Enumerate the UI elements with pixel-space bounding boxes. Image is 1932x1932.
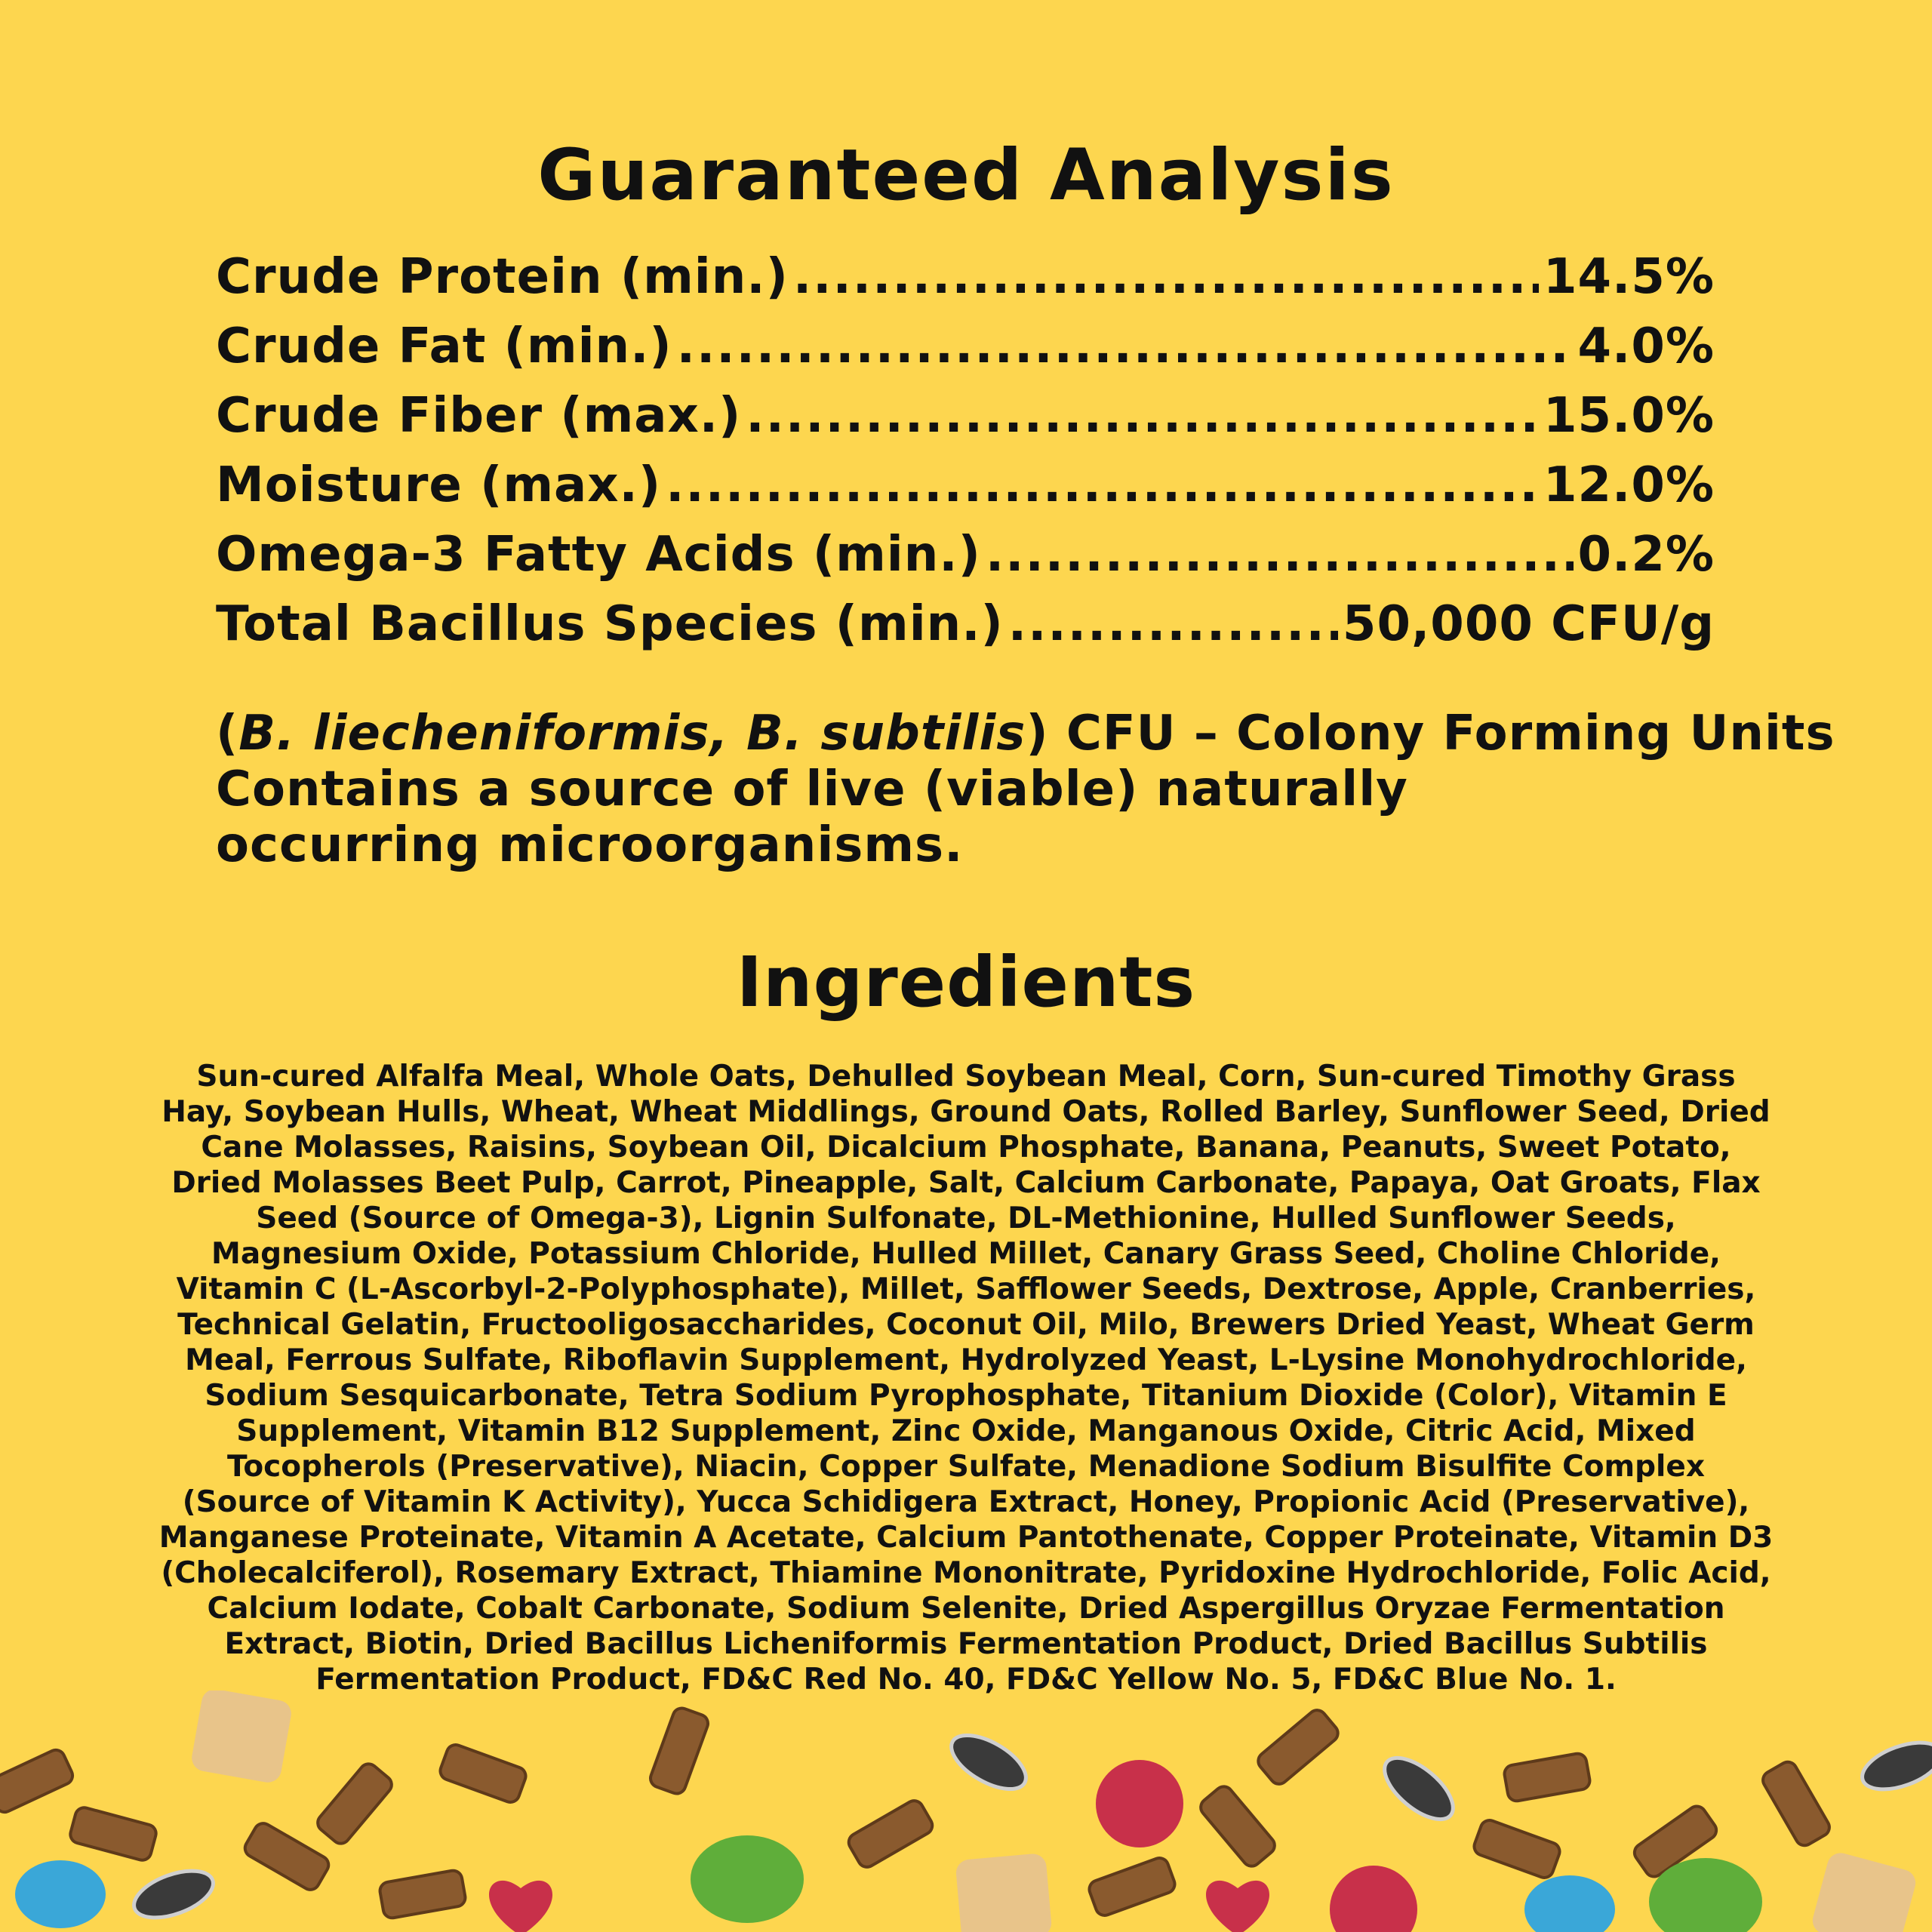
analysis-row-omega-3 [216, 527, 1715, 596]
footnote-line-3: occurring microorganisms. [216, 817, 964, 873]
footnote-cfu-definition: ) CFU – Colony Forming Units [1026, 706, 1835, 761]
pellet-icon [845, 1798, 935, 1871]
sunflower-seed-icon [1856, 1734, 1932, 1798]
analysis-value: 0.2% [1577, 527, 1715, 583]
pellet-icon [1254, 1706, 1341, 1787]
analysis-label: Moisture (max.) [216, 457, 662, 513]
analysis-row-crude-fiber [216, 388, 1715, 457]
fruit-chunk-icon [1810, 1850, 1918, 1932]
heart-treat-icon [489, 1881, 552, 1932]
analysis-label: Total Bacillus Species (min.) [216, 596, 1004, 652]
dot-leader [677, 318, 1574, 374]
analysis-row-bacillus [216, 596, 1715, 666]
round-treat-icon [15, 1860, 106, 1928]
dot-leader [666, 457, 1539, 513]
sunflower-seed-icon [943, 1724, 1034, 1800]
footnote-species: B. liecheniformis, B. subtilis [238, 706, 1026, 761]
analysis-value: 50,000 CFU/g [1342, 596, 1715, 652]
analysis-value: 15.0% [1543, 388, 1715, 444]
analysis-value: 14.5% [1543, 249, 1715, 305]
ingredients-title: Ingredients [736, 942, 1196, 1023]
analysis-row-moisture [216, 457, 1715, 527]
analysis-row-crude-fat [216, 318, 1715, 388]
round-treat-icon [1330, 1866, 1417, 1932]
analysis-value: 4.0% [1577, 318, 1715, 374]
guaranteed-analysis-table [216, 249, 1715, 666]
fruit-chunk-icon [955, 1853, 1052, 1932]
sunflower-seed-icon [128, 1862, 219, 1927]
pellet-icon [1472, 1818, 1562, 1881]
dot-leader [793, 249, 1539, 305]
pellet-icon [1087, 1856, 1177, 1918]
fruit-chunk-icon [189, 1690, 293, 1785]
guaranteed-analysis-title: Guaranteed Analysis [537, 134, 1395, 217]
food-decoration-strip [0, 1690, 1932, 1932]
ingredients-list: Sun-cured Alfalfa Meal, Whole Oats, Dehulled Soybean Meal, Corn, Sun-cured Timothy Grass Hay, Soybean Hulls, Wheat, Wheat Middlings, Ground Oats, Rolled Barley, Sunflower Seed, Dried Cane Molasses, Raisins, Soybean Oil, Dicalcium Phosphate, Banana, Peanuts, Sweet Potato, Dried Molasses Beet Pulp, Carrot, Pineapple, Salt, Calcium Carbonate, Papaya, Oat Groats, Flax Seed (Source of Omega-3), Lignin Sulfonate, DL-Methionine, Hulled Sunflower Seeds, Magnesium Oxide, Potassium Chloride, Hulled Millet, Canary Grass Seed, Choline Chloride, Vitamin C (L-Ascorbyl-2-Polyphosphate), Millet, Safflower Seeds, Dextrose, Apple, Cranberries, Technical Gelatin, Fructooligosaccharides, Coconut Oil, Milo, Brewers Dried Yeast, Wheat Germ Meal, Ferrous Sulfate, Riboflavin Supplement, Hydrolyzed Yeast, L-Lysine Monohydrochloride, Sodium Sesquicarbonate, Tetra Sodium Pyrophosphate, Titanium Dioxide (Color), Vitamin E Supplement, Vitamin B12 Supplement, Zinc Oxide, Manganous Oxide, Citric Acid, Mixed Tocopherols (Preservative), Niacin, Copper Sulfate, Menadione Sodium Bisulfite Complex (Source of Vitamin K Activity), Yucca Schidigera Extract, Honey, Propionic Acid (Preservative), Manganese Proteinate, Vitamin A Acetate, Calcium Pantothenate, Copper Proteinate, Vitamin D3 (Cholecalciferol), Rosemary Extract, Thiamine Mononitrate, Pyridoxine Hydrochloride, Folic Acid, Calcium Iodate, Cobalt Carbonate, Sodium Selenite, Dried Aspergillus Oryzae Fermentation Extract, Biotin, Dried Bacillus Licheniformis Fermentation Product, Dried Bacillus Subtilis Fermentation Product, FD&C Red No. 40, FD&C Yellow No. 5, FD&C Blue No. 1. [158, 1060, 1774, 1697]
sunflower-seed-icon [1374, 1747, 1463, 1831]
dot-leader [1008, 596, 1338, 652]
pellet-icon [438, 1743, 528, 1805]
pellet-icon [1197, 1783, 1278, 1869]
pellet-icon [379, 1869, 467, 1919]
leaf-treat-icon [691, 1835, 804, 1923]
analysis-label: Omega-3 Fatty Acids (min.) [216, 527, 981, 583]
analysis-label: Crude Fiber (max.) [216, 388, 742, 444]
round-treat-icon [1096, 1760, 1183, 1847]
analysis-footnote [216, 706, 1835, 873]
analysis-value: 12.0% [1543, 457, 1715, 513]
pellet-icon [314, 1760, 395, 1847]
dot-leader [746, 388, 1539, 444]
dot-leader [986, 527, 1574, 583]
analysis-row-crude-protein [216, 249, 1715, 318]
footnote-line-2: Contains a source of live (viable) naturally [216, 761, 1408, 817]
pellet-icon [1503, 1752, 1592, 1802]
pellet-icon [0, 1747, 75, 1815]
pellet-icon [242, 1820, 331, 1894]
pellet-icon [1760, 1758, 1833, 1848]
pellet-icon [69, 1806, 158, 1863]
footnote-line-1 [216, 706, 1835, 761]
analysis-label: Crude Protein (min.) [216, 249, 789, 305]
heart-treat-icon [1206, 1881, 1269, 1932]
round-treat-icon [1524, 1875, 1615, 1932]
analysis-label: Crude Fat (min.) [216, 318, 672, 374]
footnote-open-paren: ( [216, 706, 239, 761]
pellet-icon [648, 1706, 711, 1796]
